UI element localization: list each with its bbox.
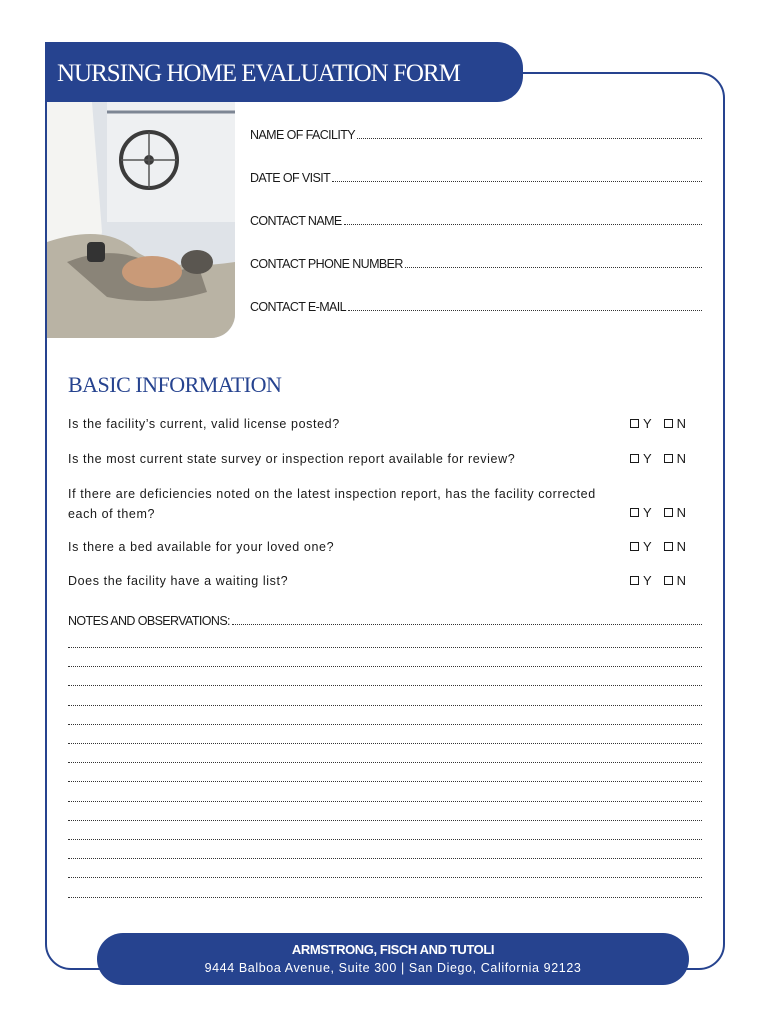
fill-line [348, 309, 702, 311]
contact-phone-field[interactable] [250, 257, 702, 271]
photo-illustration [47, 102, 235, 338]
contact-name-field[interactable] [250, 214, 702, 228]
notes-line[interactable] [68, 897, 702, 898]
notes-line[interactable] [68, 705, 702, 706]
checkbox-icon[interactable] [630, 542, 639, 551]
no-label: N [676, 451, 687, 466]
no-option[interactable] [664, 505, 686, 520]
no-option[interactable] [664, 573, 686, 588]
question-waiting-list: Does the facility have a waiting list? [68, 574, 289, 588]
no-label: N [676, 539, 687, 554]
notes-line[interactable] [68, 801, 702, 802]
footer-bar [97, 933, 689, 985]
checkbox-icon[interactable] [664, 542, 673, 551]
yes-label: Y [643, 451, 652, 466]
notes-line[interactable] [68, 762, 702, 763]
firm-name: ARMSTRONG, FISCH AND TUTOLI [291, 942, 495, 957]
yes-no-group [630, 505, 686, 520]
contact-email-field[interactable] [250, 300, 702, 314]
fill-line [332, 180, 702, 182]
notes-line[interactable] [68, 685, 702, 686]
question-deficiencies: If there are deficiencies noted on the latest inspection report, has the facility corrected each of them? [68, 487, 596, 521]
question-bed-available: Is there a bed available for your loved one? [68, 540, 335, 554]
checkbox-icon[interactable] [664, 454, 673, 463]
notes-line[interactable] [68, 647, 702, 648]
notes-label: NOTES AND OBSERVATIONS: [68, 614, 230, 628]
yes-label: Y [643, 573, 652, 588]
notes-line[interactable] [68, 877, 702, 878]
contact-name-label: CONTACT NAME [250, 214, 342, 228]
title-bar [45, 42, 523, 102]
checkbox-icon[interactable] [630, 576, 639, 585]
notes-line[interactable] [68, 839, 702, 840]
fill-line [405, 266, 702, 268]
form-title: NURSING HOME EVALUATION FORM [57, 60, 460, 87]
contact-phone-label: CONTACT PHONE NUMBER [250, 257, 403, 271]
yes-label: Y [643, 539, 652, 554]
yes-option[interactable] [630, 539, 652, 554]
fill-line [344, 223, 702, 225]
checkbox-icon[interactable] [630, 508, 639, 517]
no-option[interactable] [664, 416, 686, 431]
no-option[interactable] [664, 451, 686, 466]
date-of-visit-field[interactable] [250, 171, 702, 185]
notes-line[interactable] [68, 743, 702, 744]
no-label: N [676, 573, 687, 588]
date-of-visit-label: DATE OF VISIT [250, 171, 331, 185]
facility-name-field[interactable] [250, 128, 702, 142]
yes-option[interactable] [630, 573, 652, 588]
fill-line [232, 623, 702, 625]
yes-option[interactable] [630, 505, 652, 520]
yes-no-group [630, 539, 686, 554]
notes-line[interactable] [68, 858, 702, 859]
no-label: N [676, 505, 687, 520]
question-survey: Is the most current state survey or inspection report available for review? [68, 452, 516, 466]
header-photo [47, 102, 235, 338]
notes-line[interactable] [68, 781, 702, 782]
facility-name-label: NAME OF FACILITY [250, 128, 355, 142]
checkbox-icon[interactable] [630, 419, 639, 428]
yes-label: Y [643, 505, 652, 520]
yes-no-group [630, 573, 686, 588]
firm-address: 9444 Balboa Avenue, Suite 300 | San Diego, California 92123 [204, 961, 582, 975]
yes-option[interactable] [630, 451, 652, 466]
yes-label: Y [643, 416, 652, 431]
checkbox-icon[interactable] [630, 454, 639, 463]
contact-email-label: CONTACT E-MAIL [250, 300, 347, 314]
yes-no-group [630, 416, 686, 431]
checkbox-icon[interactable] [664, 508, 673, 517]
fill-line [357, 137, 702, 139]
notes-line[interactable] [68, 820, 702, 821]
checkbox-icon[interactable] [664, 419, 673, 428]
yes-no-group [630, 451, 686, 466]
question-license: Is the facility’s current, valid license posted? [68, 417, 340, 431]
checkbox-icon[interactable] [664, 576, 673, 585]
notes-field[interactable] [68, 614, 702, 628]
no-option[interactable] [664, 539, 686, 554]
no-label: N [676, 416, 687, 431]
notes-line[interactable] [68, 666, 702, 667]
yes-option[interactable] [630, 416, 652, 431]
notes-line[interactable] [68, 724, 702, 725]
basic-information-heading: BASIC INFORMATION [68, 372, 282, 397]
